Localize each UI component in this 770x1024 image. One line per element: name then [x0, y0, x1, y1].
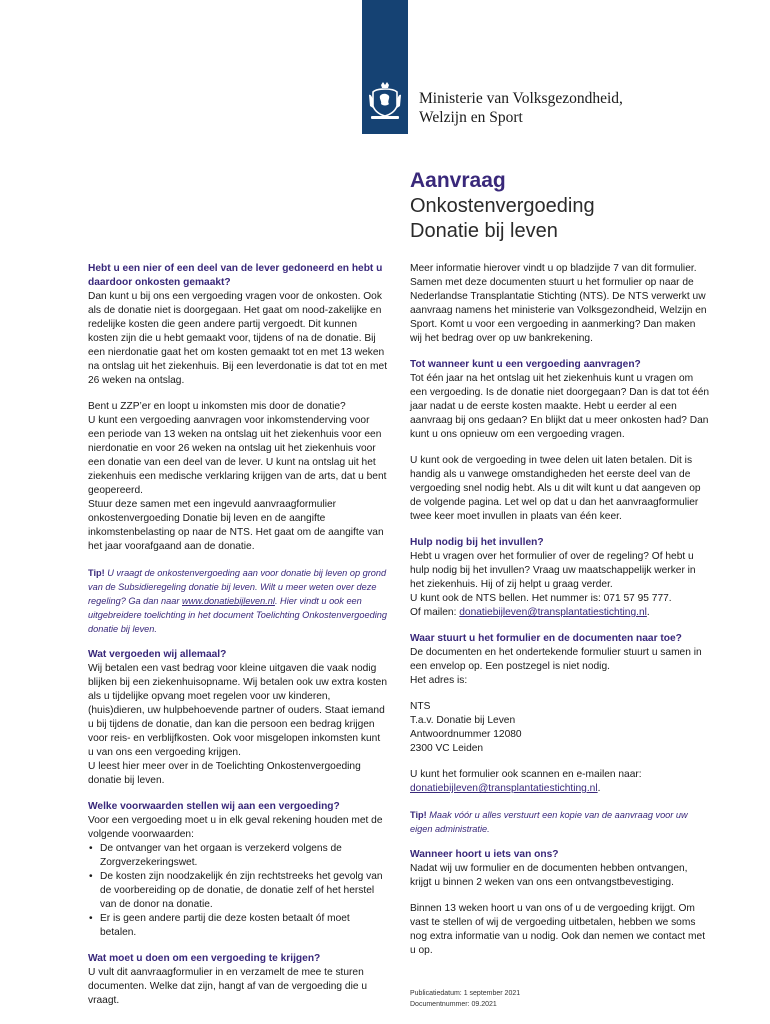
zzp-body-2: Stuur deze samen met een ingevuld aanvraagformulier onkostenvergoeding Donatie bij leven en de aangifte inkomstenbelasting op naar de NTS. Het gaat om de aangifte van het jaar voorafgaand aan de donatie. [88, 499, 384, 552]
page-title: Aanvraag [410, 169, 506, 192]
email-link[interactable]: donatiebijleven@transplantatiestichting.nl [410, 783, 598, 794]
list-item: • De kosten zijn noodzakelijk én zijn rechtstreeks het gevolg van de voorbereiding op de donatie, de donatie zelf of het herstel van de donor na donatie. [88, 870, 388, 912]
tip-text-2: . Hier vindt u ook een uitgebreidere toelichting in het document Toelichting Onkostenvergoeding donatie bij leven. [88, 596, 387, 634]
section-body-send: De documenten en het ondertekende formulier stuurt u samen in een envelop op. Een postzegel is niet nodig. [410, 647, 702, 672]
document-number: Documentnummer: 09.2021 [410, 1001, 497, 1008]
section-body-reimburse: Wij betalen een vast bedrag voor kleine uitgaven die vaak nodig blijken bij een ziekenhuisopname. Wij betalen ook uw extra kosten als u tijdelijke opvang moet regelen voor uw kinderen, (huis)dieren, uw hulpbehoevende partner of ouders. Staat iemand u bij tijdens de donatie, dan kan die persoon een bedrag krijgen voor reis- en verblijfkosten. Ook voor misgelopen inkomsten kunt u van ons een vergoeding krijgen. [88, 663, 388, 758]
help-mail-line [410, 606, 710, 620]
section-heading-send: Waar stuurt u het formulier en de documenten naar toe? [410, 633, 682, 644]
section-heading-reimburse: Wat vergoeden wij allemaal? [88, 649, 227, 660]
publication-date: Publicatiedatum: 1 september 2021 [410, 990, 521, 997]
address-intro: Het adres is: [410, 675, 468, 686]
help-mail-prefix: Of mailen: [410, 607, 460, 618]
section-heading-help: Hulp nodig bij het invullen? [410, 537, 544, 548]
scan-block [410, 768, 710, 796]
section-heading-deadline: Tot wanneer kunt u een vergoeding aanvragen? [410, 359, 641, 370]
section-heading-what-to-do: Wat moet u doen om een vergoeding te krijgen? [88, 953, 321, 964]
address-line: 2300 VC Leiden [410, 743, 484, 754]
section-body-response-2: Binnen 13 weken hoort u van ons of u de vergoeding krijgt. Om vast te stellen of wij de vergoeding uitbetalen, hebben we soms nog extra informatie van u nodig. Ook dan nemen we contact met u op. [410, 903, 706, 956]
help-mail-suffix: . [646, 607, 650, 618]
section-body-conditions: Voor een vergoeding moet u in elk geval rekening houden met de volgende voorwaarden: [88, 815, 383, 840]
section-body-info: Meer informatie hierover vindt u op bladzijde 7 van dit formulier. Samen met deze documenten stuurt u het formulier op naar de Nederlandse Transplantatie Stichting (NTS). De NTS verwerkt uw aanvraag namens het ministerie van Volksgezondheid, Welzijn en Sport. Komt u voor een vergoeding in aanmerking? Dan maken wij het bedrag over op uw bankrekening. [410, 263, 707, 344]
page-subtitle-2: Donatie bij leven [410, 220, 558, 242]
ministry-line-1: Ministerie van Volksgezondheid, [419, 90, 623, 107]
rijksoverheid-lion-emblem-icon [367, 82, 403, 122]
title-block [410, 168, 595, 244]
conditions-list [88, 842, 388, 940]
logo-bar [362, 0, 408, 134]
tip-copy [410, 808, 710, 836]
address-line: NTS [410, 701, 431, 712]
publication-info [410, 988, 520, 1010]
help-body: Hebt u vragen over het formulier of over de regeling? Of hebt u hulp nodig bij het invullen? Vraag uw maatschappelijk werker in het ziekenhuis. Hij of zij helpt u graag verder. [410, 551, 696, 590]
section-body-reimburse-2: U leest hier meer over in de Toelichting Onkostenvergoeding donatie bij leven. [88, 761, 361, 786]
left-column [88, 262, 388, 1020]
tip-text-1: U vraagt de onkostenvergoeding aan voor donatie bij leven op grond van de Subsidieregeling donatie bij leven. Wilt u meer weten over deze regeling? Ga dan naar [88, 568, 387, 606]
ministry-line-2: Welzijn en Sport [419, 109, 523, 126]
list-item: • De ontvanger van het orgaan is verzekerd volgens de Zorgverzekeringswet. [88, 842, 388, 870]
tip-regulation [88, 566, 388, 636]
section-heading-conditions: Welke voorwaarden stellen wij aan een vergoeding? [88, 801, 340, 812]
section-heading-response: Wanneer hoort u iets van ons? [410, 849, 559, 860]
section-body-response: Nadat wij uw formulier en de documenten hebben ontvangen, krijgt u binnen 2 weken van ons een ontvangstbevestiging. [410, 863, 688, 888]
tip-label: Tip! [410, 810, 427, 820]
help-phone: U kunt ook de NTS bellen. Het nummer is: 071 57 95 777. [410, 593, 672, 604]
address-line: Antwoordnummer 12080 [410, 729, 522, 740]
tip-label: Tip! [88, 568, 105, 578]
section-body-deadline: Tot één jaar na het ontslag uit het ziekenhuis kunt u vragen om een vergoeding. Is de donatie niet doorgegaan? Dan is dat tot één jaar nadat u de eerste kosten maakte. Hebt u eerder al een aanvraag bij ons gedaan? En blijkt dat u meer onkosten had? Dan kunt u ons opnieuw om een vergoeding vragen. [410, 373, 710, 440]
section-body-what-to-do: U vult dit aanvraagformulier in en verzamelt de mee te sturen documenten. Welke dat zijn, hangt af van de vergoeding die u vraagt. [88, 967, 368, 1006]
address-line: T.a.v. Donatie bij Leven [410, 715, 516, 726]
postal-address [410, 700, 710, 756]
scan-instruction: U kunt het formulier ook scannen en e-mailen naar: [410, 769, 642, 780]
email-link[interactable]: donatiebijleven@transplantatiestichting.nl [459, 607, 647, 618]
ministry-name [419, 89, 623, 127]
scan-mail-suffix: . [597, 783, 601, 794]
help-block [410, 550, 710, 620]
section-body-donated: Dan kunt u bij ons een vergoeding vragen voor de onkosten. Ook als de donatie niet is doorgegaan. Het gaat om nood-zakelijke en redelijke kosten die geen andere partij vergoedt. Dit kunnen kosten zijn die u hebt gemaakt voor, tijdens of na de donatie. Bij een nierdonatie gaat het om kosten gemaakt tot en met 13 weken na ontslag uit het ziekenhuis. Bij een leverdonatie is dat tot en met 26 weken na ontslag. [88, 291, 388, 386]
page-subtitle-1: Onkostenvergoeding [410, 195, 595, 217]
section-body-deadline-2: U kunt ook de vergoeding in twee delen uit laten betalen. Dit is handig als u vanwege omstandigheden het eerste deel van de vergoeding snel nodig hebt. Als u dit wilt kunt u dat aangeven op de volgende pagina. Let wel op dat u dan het aanvraagformulier twee keer moet invullen in plaats van één keer. [410, 455, 701, 522]
right-column [410, 262, 710, 970]
list-item: • Er is geen andere partij die deze kosten betaalt óf moet betalen. [88, 912, 388, 940]
zzp-question: Bent u ZZP’er en loopt u inkomsten mis door de donatie? [88, 401, 346, 412]
donatiebijleven-link[interactable]: www.donatiebijleven.nl [182, 596, 275, 606]
zzp-body: U kunt een vergoeding aanvragen voor inkomstenderving voor een periode van 13 weken na ontslag uit het ziekenhuis voor een nierdonatie en voor 26 weken na ontslag uit het ziekenhuis voor een donatie van een deel van de lever. U kunt na ontslag uit het ziekenhuis een medische verklaring krijgen van de arts, dat u bent geopereerd. [88, 415, 387, 496]
section-heading-donated: Hebt u een nier of een deel van de lever gedoneerd en hebt u daardoor onkosten gemaakt? [88, 263, 383, 288]
tip-text: Maak vóór u alles verstuurt een kopie van de aanvraag voor uw eigen administratie. [410, 810, 688, 834]
